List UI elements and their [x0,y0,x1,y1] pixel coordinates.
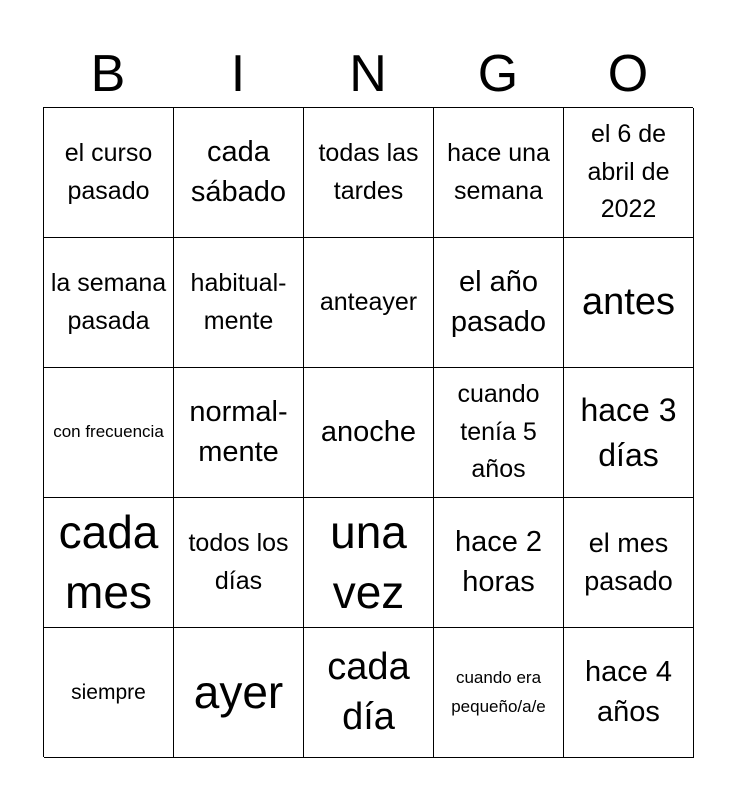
header-letter-o: O [607,45,649,103]
bingo-cell-r4c5[interactable]: el mes pasado [564,498,694,628]
header-letter-n: N [349,45,387,103]
bingo-board [43,107,693,757]
bingo-cell-r3c5[interactable]: hace 3 días [564,368,694,498]
bingo-cell-r3c1[interactable]: con frecuencia [44,368,174,498]
bingo-cell-r4c1[interactable]: cada mes [44,498,174,628]
bingo-cell-r1c4[interactable]: hace una semana [434,108,564,238]
bingo-cell-r5c5[interactable]: hace 4 años [564,628,694,758]
bingo-cell-r5c2[interactable]: ayer [174,628,304,758]
bingo-header [43,40,693,108]
bingo-cell-r1c5[interactable]: el 6 de abril de 2022 [564,108,694,238]
bingo-cell-r4c2[interactable]: todos los días [174,498,304,628]
bingo-cell-r5c4[interactable]: cuando era pequeño/a/e [434,628,564,758]
bingo-cell-r2c4[interactable]: el año pasado [434,238,564,368]
header-letter-b: B [90,45,126,103]
bingo-cell-r5c3[interactable]: cada día [304,628,434,758]
header-letter-g: G [477,45,519,103]
bingo-cell-r1c3[interactable]: todas las tardes [304,108,434,238]
bingo-cell-r5c1[interactable]: siempre [44,628,174,758]
bingo-cell-r1c1[interactable]: el curso pasado [44,108,174,238]
bingo-cell-r4c4[interactable]: hace 2 horas [434,498,564,628]
bingo-cell-r3c2[interactable]: normal-mente [174,368,304,498]
bingo-cell-r2c1[interactable]: la semana pasada [44,238,174,368]
bingo-cell-r2c3[interactable]: anteayer [304,238,434,368]
bingo-cell-r2c2[interactable]: habitual-mente [174,238,304,368]
bingo-cell-r3c3[interactable]: anoche [304,368,434,498]
bingo-cell-r2c5[interactable]: antes [564,238,694,368]
bingo-cell-r3c4[interactable]: cuando tenía 5 años [434,368,564,498]
bingo-cell-r1c2[interactable]: cada sábado [174,108,304,238]
bingo-cell-r4c3[interactable]: una vez [304,498,434,628]
header-letter-i: I [230,45,246,103]
